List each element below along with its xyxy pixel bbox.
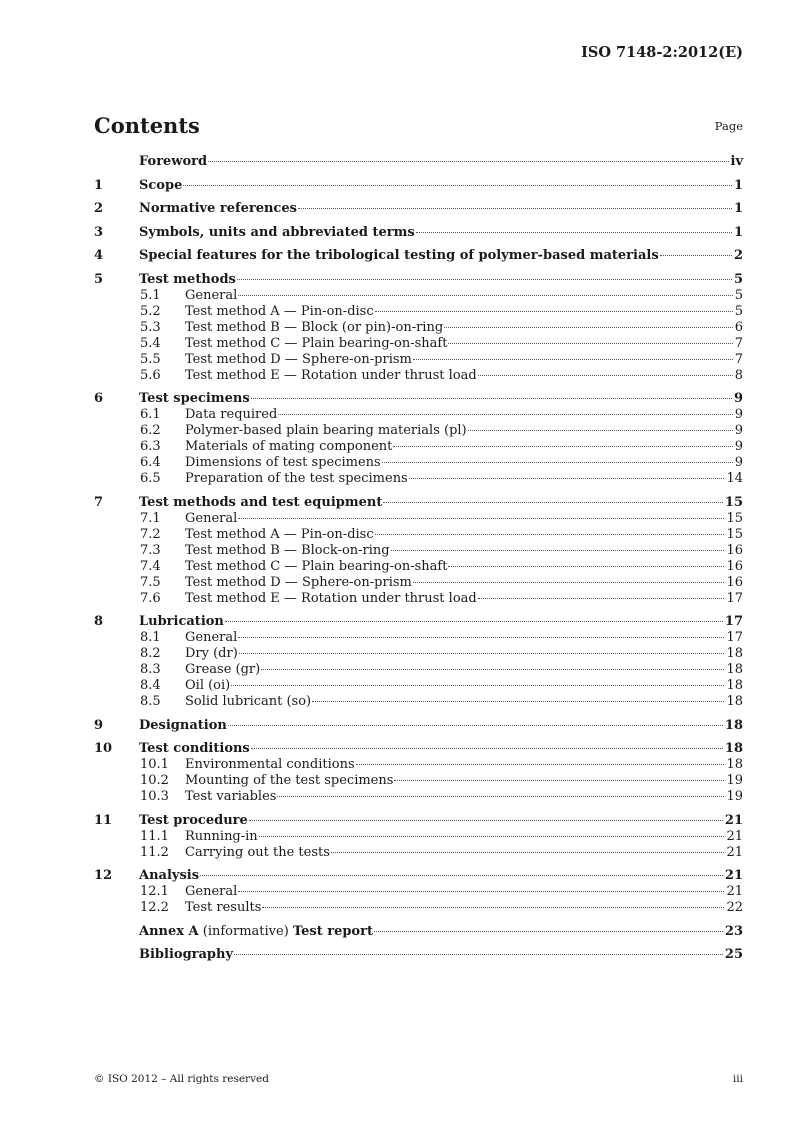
toc-dot-leader [331, 852, 725, 853]
toc-entry[interactable] [94, 614, 743, 630]
toc-spacer [94, 940, 743, 948]
toc-entry-page: 19 [726, 773, 743, 788]
toc-dot-leader [238, 637, 724, 638]
toc-dot-leader [259, 836, 725, 837]
toc-entry-title [185, 527, 374, 543]
toc-entry-page: 5 [733, 271, 743, 287]
document-id: ISO 7148-2:2012(E) [581, 44, 743, 61]
toc-entry-title [185, 900, 261, 916]
toc-entry-title [139, 178, 182, 194]
toc-dot-leader [278, 414, 732, 415]
toc-entry-title [185, 543, 390, 559]
toc-entry-title [139, 225, 415, 241]
toc-entry-page: 17 [724, 614, 743, 629]
toc-entry-title [185, 845, 330, 861]
toc-spacer [94, 384, 743, 392]
toc-subentry[interactable] [94, 527, 743, 543]
toc-entry[interactable] [94, 813, 743, 829]
toc-entry-page: 1 [733, 177, 743, 193]
toc-entry-page: 16 [726, 558, 743, 574]
toc-entry-title [185, 694, 311, 710]
toc-spacer [94, 710, 743, 718]
toc-spacer [94, 264, 743, 272]
toc-subentry[interactable] [94, 694, 743, 710]
toc-entry-number: 2 [94, 201, 104, 216]
toc-entry-number: 4 [94, 248, 104, 263]
toc-entry-page: 9 [734, 407, 743, 422]
toc-entry-title [185, 829, 258, 845]
toc-dot-leader [225, 621, 723, 622]
toc-subentry[interactable] [94, 407, 743, 423]
toc-dot-leader [413, 582, 725, 583]
toc-entry-title [139, 813, 248, 829]
toc-entry-number: 8.5 [140, 694, 161, 709]
toc-entry-page: 1 [733, 224, 743, 240]
toc-dot-leader [478, 375, 733, 376]
toc-entry-title [185, 407, 277, 423]
toc-dot-leader [239, 653, 725, 654]
toc-subentry[interactable] [94, 423, 743, 439]
toc-entry-title-text: Environmental conditions [185, 757, 355, 772]
toc-entry-number: 5 [94, 271, 104, 287]
toc-dot-leader [251, 398, 732, 399]
toc-subentry[interactable] [94, 845, 743, 861]
toc-entry-title-text: Bibliography [139, 947, 234, 962]
toc-entry-page: 9 [734, 439, 743, 454]
toc-dot-leader [312, 701, 724, 702]
toc-dot-leader [394, 780, 724, 781]
toc-entry-title-text: General [185, 630, 238, 645]
toc-entry[interactable] [94, 718, 743, 734]
toc-subentry[interactable] [94, 471, 743, 487]
toc-entry-page: 21 [726, 828, 743, 844]
toc-entry-title [139, 495, 382, 511]
toc-entry-title-text: Test method D — Sphere-on-prism [185, 574, 412, 590]
toc-entry-page: 21 [726, 844, 743, 860]
toc-entry-page: 7 [734, 335, 743, 351]
toc-subentry[interactable] [94, 773, 743, 789]
toc-entry-page: 15 [726, 510, 743, 526]
toc-entry-title [139, 868, 199, 884]
toc-entry-title [139, 924, 373, 940]
toc-entry-title-text: Test procedure [139, 812, 248, 828]
toc-subentry[interactable] [94, 575, 743, 591]
toc-dot-leader [356, 764, 725, 765]
toc-entry-page: 21 [726, 884, 743, 899]
toc-entry-page: 7 [734, 351, 743, 367]
toc-entry-title-text: Annex A [139, 923, 199, 939]
toc-entry-number: 10 [94, 741, 113, 756]
toc-subentry[interactable] [94, 439, 743, 455]
toc-dot-leader [251, 748, 723, 749]
toc-spacer [94, 170, 743, 178]
toc-entry-page: 9 [734, 455, 743, 470]
toc-entry-title [185, 646, 238, 662]
toc-entry-title [185, 678, 230, 694]
toc-entry-title [185, 439, 392, 455]
toc-entry-number: 12.1 [140, 884, 169, 899]
toc-entry-number: 6.1 [140, 407, 161, 422]
toc-dot-leader [262, 907, 724, 908]
toc-entry-title-text: Oil (oi) [185, 678, 231, 693]
toc-entry-page: 15 [726, 526, 743, 542]
toc-entry-number: 8.4 [140, 678, 161, 693]
toc-entry[interactable] [94, 225, 743, 241]
toc-entry-title-text: Designation [139, 717, 227, 733]
toc-entry-title [139, 614, 224, 630]
toc-dot-leader [231, 685, 724, 686]
toc-entry-number: 5.1 [140, 287, 161, 303]
toc-dot-leader [375, 311, 733, 312]
toc-entry-title [185, 368, 477, 384]
toc-entry-number: 5.4 [140, 335, 161, 351]
toc-entry-number: 6.2 [140, 423, 161, 438]
toc-entry-page: 14 [726, 471, 743, 486]
toc-entry[interactable] [94, 248, 743, 264]
toc-entry-number: 8.3 [140, 662, 161, 677]
toc-entry-number: 6.5 [140, 471, 161, 486]
toc-subentry[interactable] [94, 455, 743, 471]
toc-entry-page: 18 [726, 694, 743, 709]
toc-entry-title-text: Dry (dr) [185, 646, 238, 661]
toc-entry-title-text: Test method C — Plain bearing-on-shaft [185, 335, 448, 351]
toc-entry-title [185, 559, 447, 575]
toc-entry-title [139, 391, 250, 407]
toc-entry-title [185, 288, 237, 304]
toc-entry-number: 6.3 [140, 439, 161, 454]
toc-entry-number: 5.2 [140, 303, 161, 319]
toc-entry-number: 8.2 [140, 646, 161, 661]
toc-entry-title-text: Normative references [139, 201, 297, 216]
toc-spacer [94, 217, 743, 225]
toc-dot-leader [277, 796, 724, 797]
toc-entry-page: 5 [734, 287, 743, 303]
toc-subentry[interactable] [94, 288, 743, 304]
toc-entry-title-text: Grease (gr) [185, 662, 261, 677]
toc-entry[interactable] [94, 495, 743, 511]
toc-dot-leader [249, 820, 723, 821]
toc-entry-title-tail: Test report [292, 923, 373, 939]
toc-entry-title [139, 154, 207, 170]
toc-entry-page: 15 [724, 494, 743, 510]
toc-entry-number: 12 [94, 868, 113, 883]
toc-entry-title [185, 320, 443, 336]
toc-subentry[interactable] [94, 336, 743, 352]
toc-subentry[interactable] [94, 320, 743, 336]
toc-dot-leader [228, 725, 723, 726]
toc-subentry[interactable] [94, 829, 743, 845]
page-number: iii [732, 1073, 743, 1085]
toc-entry[interactable] [94, 741, 743, 757]
toc-dot-leader [413, 359, 733, 360]
toc-entry-title-text: Test methods and test equipment [139, 494, 383, 510]
toc-subentry[interactable] [94, 511, 743, 527]
toc-entry-title-text: Data required [185, 407, 278, 422]
toc-dot-leader [183, 185, 732, 186]
toc-subentry[interactable] [94, 304, 743, 320]
toc-entry-page: 1 [733, 201, 743, 216]
toc-entry-title-text: General [185, 287, 238, 303]
toc-entry-number: 7.3 [140, 542, 161, 558]
toc-entry-page: 19 [726, 789, 743, 804]
toc-subentry[interactable] [94, 646, 743, 662]
toc-dot-leader [416, 232, 732, 233]
toc-entry-title-text: Dimensions of test specimens [185, 455, 381, 470]
toc-entry-title-text: Foreword [139, 154, 208, 169]
toc-entry-title-text: Test method A — Pin-on-disc [185, 303, 374, 319]
toc-entry-title-text: Test specimens [139, 391, 250, 406]
toc-subentry[interactable] [94, 368, 743, 384]
toc-entry-title-text: Running-in [185, 828, 258, 844]
toc-entry-number: 11.1 [140, 828, 169, 844]
toc-entry-title-text: Polymer-based plain bearing materials (pl) [185, 423, 467, 438]
toc-dot-leader [444, 327, 733, 328]
toc-entry-number: 7 [94, 494, 104, 510]
toc-dot-leader [448, 566, 724, 567]
toc-entry-number: 5.3 [140, 319, 161, 335]
toc-entry-page: 8 [734, 367, 743, 383]
toc-entry-number: 7.1 [140, 510, 161, 526]
toc-dot-leader [208, 161, 728, 162]
toc-entry-title-text: Test method B — Block-on-ring [185, 542, 390, 558]
toc-entry-page: 5 [734, 303, 743, 319]
toc-entry-number: 10.2 [140, 773, 169, 788]
toc-entry-title-text: Materials of mating component [185, 439, 393, 454]
toc-entry-title [185, 773, 393, 789]
toc-entry-page: 18 [724, 717, 743, 733]
toc-entry-page: 25 [724, 947, 743, 962]
toc-dot-leader [383, 502, 723, 503]
toc-spacer [94, 916, 743, 924]
toc-subentry[interactable] [94, 789, 743, 805]
toc-entry-title [185, 455, 381, 471]
toc-entry-page: 17 [726, 590, 743, 606]
toc-entry-page: 18 [726, 662, 743, 677]
toc-entry-title-text: Scope [139, 177, 183, 193]
toc-entry-title [185, 423, 467, 439]
toc-entry-number: 7.5 [140, 574, 161, 590]
toc-entry-page: 9 [734, 423, 743, 438]
toc-entry-title [185, 757, 355, 773]
toc-entry-number: 8.1 [140, 630, 161, 645]
toc-entry-page: 21 [724, 812, 743, 828]
toc-entry-title [139, 272, 236, 288]
toc-entry-page: 21 [724, 868, 743, 883]
toc-entry-title-text: Preparation of the test specimens [185, 471, 408, 486]
toc-dot-leader [238, 891, 724, 892]
toc-entry-number: 3 [94, 224, 104, 240]
toc-subentry[interactable] [94, 662, 743, 678]
toc-entry-title-text: Carrying out the tests [185, 844, 330, 860]
toc-dot-leader [468, 430, 733, 431]
toc-entry[interactable] [94, 868, 743, 884]
toc-subentry[interactable] [94, 678, 743, 694]
toc-dot-leader [374, 931, 723, 932]
toc-entry-page: 23 [724, 923, 743, 939]
toc-entry-title [185, 511, 237, 527]
toc-entry-number: 12.2 [140, 900, 169, 915]
toc-entry-page: 22 [726, 900, 743, 915]
toc-entry-title-text: Test method A — Pin-on-disc [185, 526, 374, 542]
toc-entry-title [185, 591, 477, 607]
toc-entry-number: 9 [94, 717, 104, 733]
toc-subentry[interactable] [94, 757, 743, 773]
toc-entry-title-text: Test method E — Rotation under thrust load [185, 367, 477, 383]
toc-subentry[interactable] [94, 543, 743, 559]
toc-entry-page: 18 [726, 757, 743, 772]
toc-subentry[interactable] [94, 884, 743, 900]
toc-entry-title-text: Test variables [185, 789, 277, 804]
toc-spacer [94, 487, 743, 495]
toc-entry[interactable] [94, 201, 743, 217]
toc-entry-number: 10.3 [140, 789, 169, 804]
toc-entry-title [185, 789, 276, 805]
toc-entry-title [139, 741, 250, 757]
toc-entry-page: 18 [726, 646, 743, 661]
toc-entry-title-text: Test method B — Block (or pin)-on-ring [185, 319, 444, 335]
copyright-notice: © ISO 2012 – All rights reserved [94, 1073, 269, 1085]
toc-entry-title [139, 718, 227, 734]
toc-entry-page: 16 [726, 574, 743, 590]
toc-entry-title-text: Lubrication [139, 614, 224, 629]
toc-dot-leader [298, 208, 732, 209]
toc-spacer [94, 734, 743, 742]
toc-dot-leader [660, 255, 732, 256]
toc-entry-title-text: Special features for the tribological testing of polymer-based materials [139, 248, 659, 263]
toc-entry-number: 10.1 [140, 757, 169, 772]
toc-entry-title [185, 630, 237, 646]
toc-entry-title [185, 662, 260, 678]
toc-subentry[interactable] [94, 559, 743, 575]
toc-dot-leader [238, 295, 732, 296]
toc-entry-title [185, 884, 237, 900]
toc-entry-page: iv [730, 154, 743, 169]
page-column-label: Page [714, 119, 743, 133]
toc-entry[interactable] [94, 154, 743, 170]
toc-subentry[interactable] [94, 630, 743, 646]
toc-subentry[interactable] [94, 591, 743, 607]
toc-entry-page: 17 [726, 630, 743, 645]
toc-entry-title [139, 201, 297, 217]
toc-subentry[interactable] [94, 900, 743, 916]
toc-entry-number: 7.6 [140, 590, 161, 606]
toc-entry-number: 1 [94, 177, 104, 193]
toc-entry-number: 6 [94, 391, 104, 406]
toc-spacer [94, 805, 743, 813]
toc-dot-leader [391, 550, 725, 551]
toc-entry-title-note: (informative) [198, 923, 293, 939]
toc-dot-leader [238, 518, 724, 519]
toc-entry-title-text: Solid lubricant (so) [185, 694, 312, 709]
toc-entry-title-text: Analysis [139, 868, 200, 883]
toc-entry[interactable] [94, 391, 743, 407]
toc-entry-number: 7.4 [140, 558, 161, 574]
toc-entry-title [139, 248, 659, 264]
toc-entry-number: 11.2 [140, 844, 169, 860]
toc-entry[interactable] [94, 947, 743, 963]
toc-dot-leader [261, 669, 724, 670]
toc-entry-title-text: Test method C — Plain bearing-on-shaft [185, 558, 448, 574]
toc-dot-leader [237, 279, 732, 280]
toc-entry-title-text: Test method E — Rotation under thrust load [185, 590, 477, 606]
page-title: Contents [94, 113, 200, 138]
toc-dot-leader [448, 343, 732, 344]
toc-spacer [94, 861, 743, 869]
toc-entry-title [185, 336, 447, 352]
toc-entry-number: 6.4 [140, 455, 161, 470]
toc-spacer [94, 194, 743, 202]
toc-entry-title-text: General [185, 884, 238, 899]
toc-entry[interactable] [94, 178, 743, 194]
toc-entry-page: 16 [726, 542, 743, 558]
toc-entry[interactable] [94, 272, 743, 288]
toc-entry-page: 18 [726, 678, 743, 693]
toc-entry-number: 7.2 [140, 526, 161, 542]
toc-entry-number: 8 [94, 614, 104, 629]
toc-entry-title-text: Symbols, units and abbreviated terms [139, 224, 415, 240]
toc-dot-leader [478, 598, 725, 599]
toc-entry-page: 2 [733, 248, 743, 263]
toc-spacer [94, 607, 743, 615]
toc-dot-leader [393, 446, 732, 447]
toc-entry-page: 18 [724, 741, 743, 756]
toc-entry-title-text: Mounting of the test specimens [185, 773, 394, 788]
toc-entry-title [185, 352, 412, 368]
toc-entry[interactable] [94, 924, 743, 940]
toc-entry-title [185, 471, 408, 487]
toc-entry-title-text: Test methods [139, 271, 236, 287]
toc-entry-title-text: Test method D — Sphere-on-prism [185, 351, 412, 367]
toc-entry-number: 5.6 [140, 367, 161, 383]
toc-entry-title [185, 575, 412, 591]
toc-spacer [94, 241, 743, 249]
table-of-contents [94, 154, 743, 963]
toc-entry-page: 6 [734, 319, 743, 335]
toc-dot-leader [375, 534, 725, 535]
toc-dot-leader [382, 462, 733, 463]
toc-dot-leader [409, 478, 725, 479]
toc-entry-title-text: Test results [185, 900, 262, 915]
toc-entry-page: 9 [733, 391, 743, 406]
toc-entry-title [185, 304, 374, 320]
toc-dot-leader [200, 875, 723, 876]
toc-entry-title-text: General [185, 510, 238, 526]
toc-entry-number: 11 [94, 812, 113, 828]
toc-entry-number: 5.5 [140, 351, 161, 367]
toc-entry-title-text: Test conditions [139, 741, 250, 756]
toc-entry-title [139, 947, 233, 963]
toc-subentry[interactable] [94, 352, 743, 368]
toc-dot-leader [234, 954, 723, 955]
